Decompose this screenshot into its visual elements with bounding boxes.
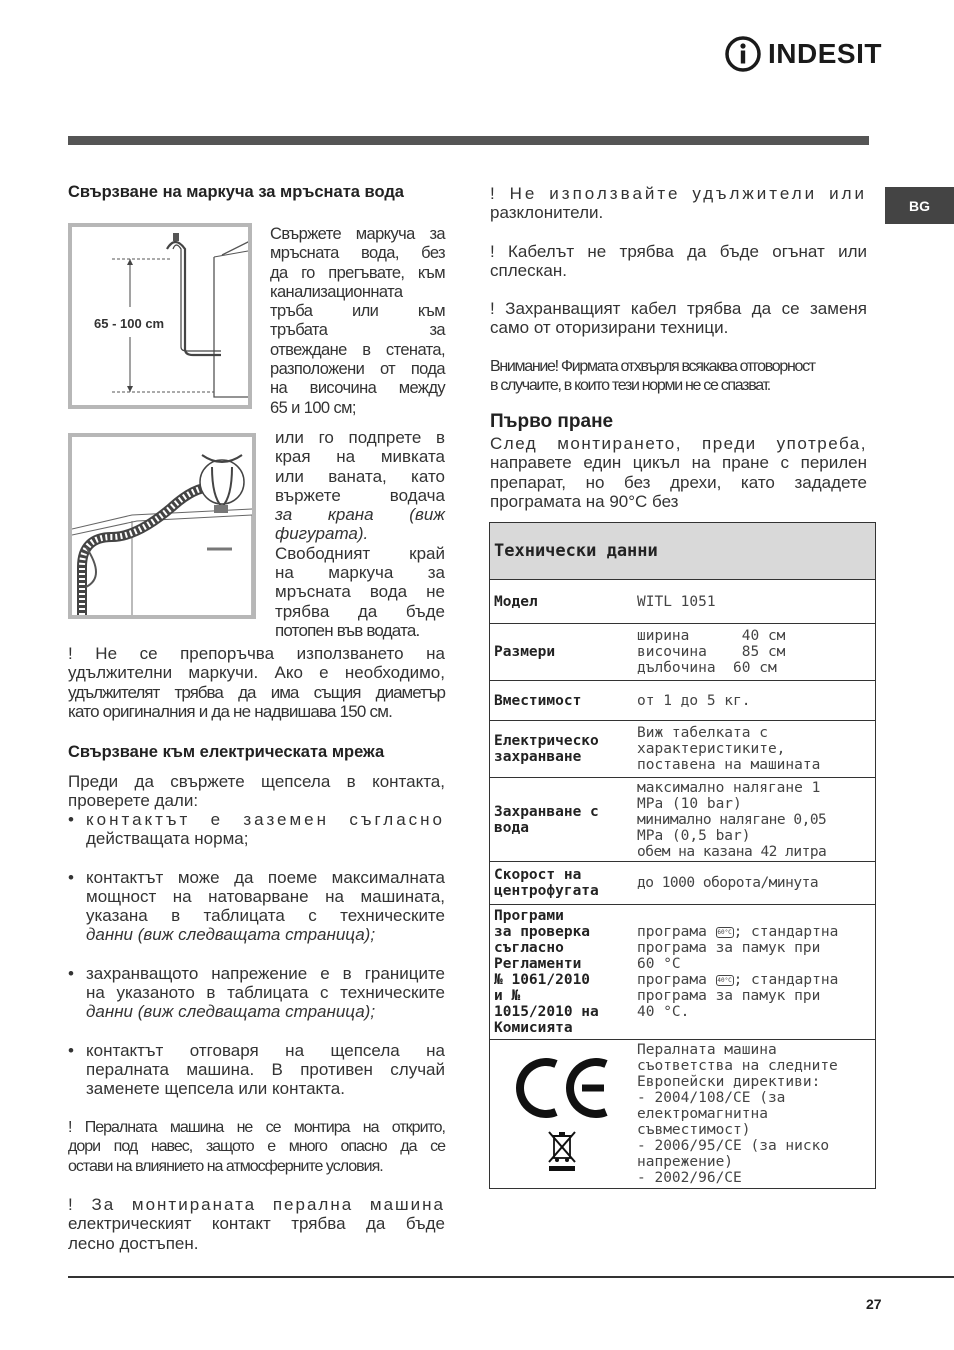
model-value: WITL 1051 xyxy=(637,593,716,610)
spin-value: до 1000 оборота/минута xyxy=(637,875,819,891)
header-rule xyxy=(68,136,869,145)
dimensions-label: Размери xyxy=(494,644,556,660)
list-item: • контактът е заземен съгласно действащата норма; xyxy=(68,810,445,849)
model-label: Модел xyxy=(494,593,538,610)
ce-mark-cell xyxy=(490,1040,633,1188)
electrical-intro: Преди да свържете щепсела в контакта, проверете дали: xyxy=(68,772,445,811)
list-item: • контактът отговаря на щепсела на пералната машина. В противен случай заменете щепсела или контакта. xyxy=(68,1041,445,1099)
drain-instructions-2: или го подпрете в края на мивката или ваната, като вържете водача за крана (виж фигурата). Свободният край на маркуча за мръсната вода не трябва да бъде потопен във водата. xyxy=(275,428,445,640)
first-wash-text: След монтирането, преди употреба, направете един цикъл на пране с перилен препарат, но без дрехи, като зададете програмата на 90°C без xyxy=(490,434,867,511)
list-item: • контактът може да поеме максималната мощност на натоварване на машината, указана в таблицата с техническите данни (виж следващата страница); xyxy=(68,868,445,945)
brand-logo xyxy=(724,34,889,74)
power-value: Виж табелката с характеристиките, поставена на машината xyxy=(637,725,821,773)
sink-hook-figure xyxy=(68,433,256,619)
table-row xyxy=(490,624,875,681)
dimensions-value: ширина 40 см височина 85 см дълбочина 60 см xyxy=(637,628,786,676)
capacity-label: Вместимост xyxy=(494,692,582,709)
ce-directives-value: Пералната машина съответства на следните Европейски директиви: - 2004/108/CE (за електромагнитна съвместимост) - 2006/95/CE (за ниско напрежение) - 2002/96/CE xyxy=(637,1042,838,1186)
page-number: 27 xyxy=(866,1296,882,1312)
cable-replace-warning: ! Захранващият кабел трябва да се заменя само от оторизирани техници. xyxy=(490,299,867,338)
table-row xyxy=(490,1040,875,1188)
liability-note: Внимание! Фирмата отхвърля всякаква отговорност в случаите, в които тези норми не се спазват. xyxy=(490,358,815,395)
table-row xyxy=(490,580,875,624)
brand-name: INDESIT xyxy=(768,38,882,69)
footer-rule xyxy=(68,1276,954,1278)
access-note: ! За монтираната перална машина електрическият контакт трябва да бъде лесно достъпен. xyxy=(68,1195,445,1253)
programs-label: Програми за проверка съгласно Регламенти № 1061/2010 и № 1015/2010 на Комисията xyxy=(494,908,599,1036)
drain-height-figure xyxy=(68,223,252,409)
drain-height-label: 65 - 100 cm xyxy=(94,316,165,331)
water-value: максимално налягане 1 MPa (10 bar) минимално налягане 0,05 MPa (0,5 bar) обем на казана 42 литра xyxy=(637,779,827,860)
extension-hose-note: ! Не се препоръчва използването на удължителни маркучи. Ако е необходимо, удължителят трябва да има същия диаметър като оригиналния и да не надвишава 150 см. xyxy=(68,644,445,721)
power-label: Електрическо захранване xyxy=(494,733,599,765)
water-label: Захранване с вода xyxy=(494,803,599,836)
extension-warning: ! Не използвайте удължители или разклонители. xyxy=(490,184,867,223)
sink-hook-diagram xyxy=(72,437,252,615)
tech-data-table xyxy=(489,522,876,1189)
list-item: • захранващото напрежение е в границите на указаното в таблицата с техническите данни (виж следващата страница); xyxy=(68,964,445,1022)
table-row xyxy=(490,862,875,905)
programs-value: програма 60°C ; стандартна програма за памук при 60 °C програма 40°C ; стандартна програма за памук при 40 °C. xyxy=(637,924,839,1020)
cable-bend-warning: ! Кабелът не трябва да бъде огънат или сплескан. xyxy=(490,242,867,281)
ce-mark-icon xyxy=(512,1056,612,1120)
table-row xyxy=(490,905,875,1040)
spin-label: Скорост на центрофугата xyxy=(494,867,599,899)
table-row xyxy=(490,681,875,721)
electrical-checklist xyxy=(68,810,445,1099)
tech-data-title: Технически данни xyxy=(490,523,875,580)
program-40-icon: 40°C xyxy=(717,976,732,984)
capacity-value: от 1 до 5 кг. xyxy=(637,692,751,709)
brand-mark-icon xyxy=(724,35,762,73)
electrical-heading: Свързване към електрическата мрежа xyxy=(68,743,385,761)
language-tab: BG xyxy=(885,187,954,224)
program-60-icon: 60°C xyxy=(717,928,732,936)
drain-instructions-1: Свържете маркуча за мръсната вода, без да го прегъвате, към канализационната тръба или към тръбата за отвеждане в стената, разположени от пода на височина между 65 и 100 см; xyxy=(270,225,445,417)
outdoor-warning: ! Пералната машина не се монтира на открито, дори под навес, защото е много опасно да се остави на влиянието на атмосферните условия. xyxy=(68,1119,445,1175)
drain-hose-heading: Свързване на маркуча за мръсната вода xyxy=(68,183,404,201)
table-row xyxy=(490,721,875,778)
weee-bin-icon xyxy=(545,1128,579,1172)
first-wash-heading: Първо пране xyxy=(490,411,614,432)
table-row xyxy=(490,778,875,862)
